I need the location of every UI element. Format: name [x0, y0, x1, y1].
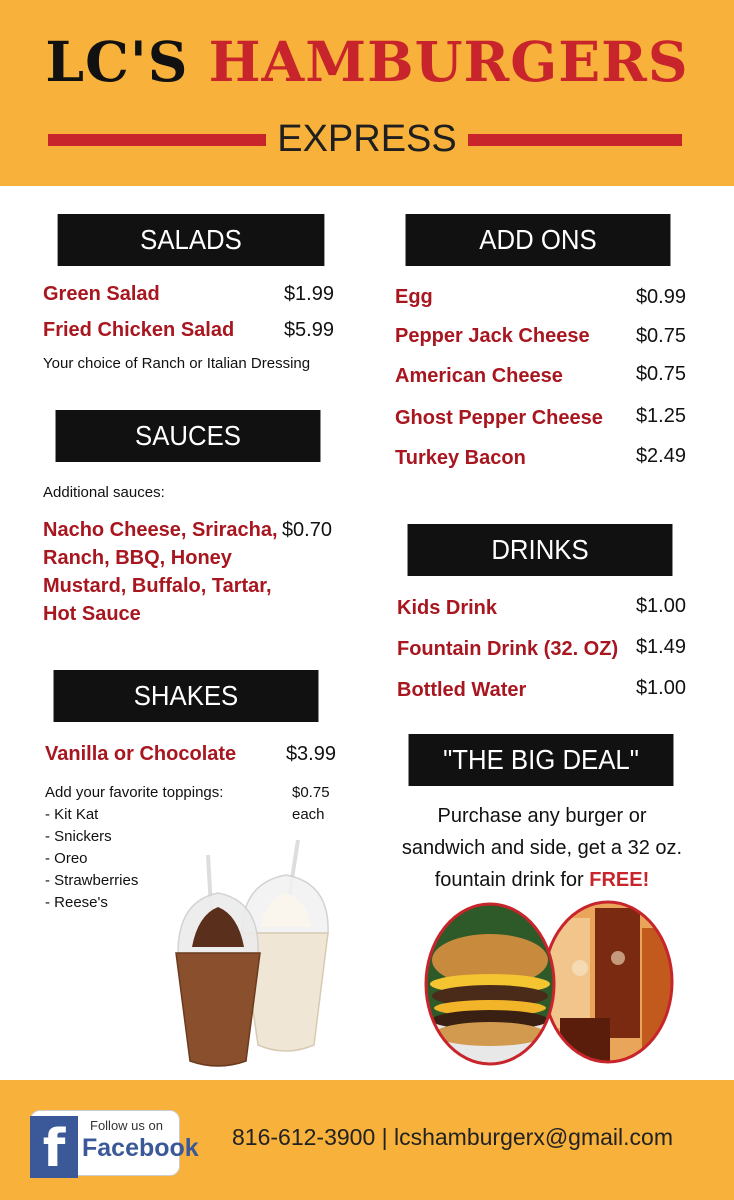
shake-price: $3.99	[285, 743, 336, 765]
shake-item: Vanilla or Chocolate	[45, 743, 237, 765]
brand-title	[0, 22, 734, 102]
drink-item-fountain: Fountain Drink (32. OZ)	[397, 638, 619, 660]
deal-free: FREE!	[589, 869, 650, 891]
sauces-intro: Additional sauces:	[43, 484, 165, 501]
sauce-line-2: Ranch, BBQ, Honey	[43, 547, 232, 569]
right-red-rule	[468, 134, 682, 146]
deal-line-3	[397, 864, 687, 896]
toppings-title: Add your favorite toppings:	[45, 784, 224, 801]
salad-price-green: $1.99	[283, 283, 334, 305]
topping-oreo: - Oreo	[45, 850, 88, 867]
chocolate-cup	[176, 953, 260, 1066]
contact-info: 816-612-3900 | lcshamburgerx@gmail.com	[232, 1124, 673, 1150]
burger-photo	[420, 898, 560, 1070]
drink-price-kids: $1.00	[635, 595, 686, 617]
drinks-photo	[540, 898, 680, 1070]
sauce-line-4: Hot Sauce	[43, 603, 141, 625]
salad-dressing-note: Your choice of Ranch or Italian Dressing	[43, 355, 311, 372]
addon-price-american: $0.75	[635, 363, 686, 385]
subtitle-express: EXPRESS	[277, 118, 457, 160]
shakes-banner: SHAKES	[54, 670, 319, 722]
addon-price-pepper-jack: $0.75	[635, 325, 686, 347]
topping-strawberries: - Strawberries	[45, 872, 139, 889]
deal-line-2: sandwich and side, get a 32 oz.	[401, 837, 683, 859]
drinks-banner: DRINKS	[408, 524, 673, 576]
sauce-line-1: Nacho Cheese, Sriracha,	[43, 519, 278, 541]
drink-item-water: Bottled Water	[397, 679, 527, 701]
sauce-line-3: Mustard, Buffalo, Tartar,	[43, 575, 272, 597]
salads-banner: SALADS	[58, 214, 325, 266]
addon-item-pepper-jack: Pepper Jack Cheese	[395, 325, 590, 347]
topping-snickers: - Snickers	[45, 828, 112, 845]
topping-kitkat: - Kit Kat	[45, 806, 99, 823]
toppings-price: $0.75	[292, 784, 330, 801]
salad-item-green: Green Salad	[43, 283, 160, 305]
burger-drinks-photo	[420, 898, 680, 1070]
facebook-follow-text: Follow us on	[90, 1118, 163, 1133]
big-deal-banner: "THE BIG DEAL"	[409, 734, 674, 786]
salad-price-fried-chicken: $5.99	[283, 319, 334, 341]
facebook-label[interactable]: Facebook	[82, 1134, 199, 1162]
drink-price-water: $1.00	[635, 677, 686, 699]
milkshake-illustration	[170, 835, 340, 1070]
addon-item-turkey-bacon: Turkey Bacon	[395, 447, 526, 469]
big-deal-description	[397, 800, 687, 896]
deal-line-1: Purchase any burger or	[437, 805, 647, 827]
topping-reeses: - Reese's	[45, 894, 108, 911]
addon-price-turkey-bacon: $2.49	[635, 445, 686, 467]
addon-item-egg: Egg	[395, 286, 433, 308]
addon-item-ghost-pepper: Ghost Pepper Cheese	[395, 407, 603, 429]
addon-item-american: American Cheese	[395, 365, 563, 387]
left-red-rule	[48, 134, 266, 146]
deal-line-3-prefix: fountain drink for	[434, 869, 590, 891]
sauces-banner: SAUCES	[56, 410, 321, 462]
drink-item-kids: Kids Drink	[397, 597, 498, 619]
facebook-icon[interactable]: f	[30, 1116, 78, 1178]
addons-banner: ADD ONS	[406, 214, 671, 266]
addon-price-egg: $0.99	[635, 286, 686, 308]
brand-hamburgers: HAMBURGERS	[208, 29, 689, 94]
salad-item-fried-chicken: Fried Chicken Salad	[43, 319, 235, 341]
addon-price-ghost-pepper: $1.25	[635, 405, 686, 427]
sauces-price: $0.70	[281, 519, 332, 541]
drink-price-fountain: $1.49	[635, 636, 686, 658]
brand-lc: LC'S	[45, 29, 189, 94]
toppings-unit: each	[292, 806, 325, 823]
